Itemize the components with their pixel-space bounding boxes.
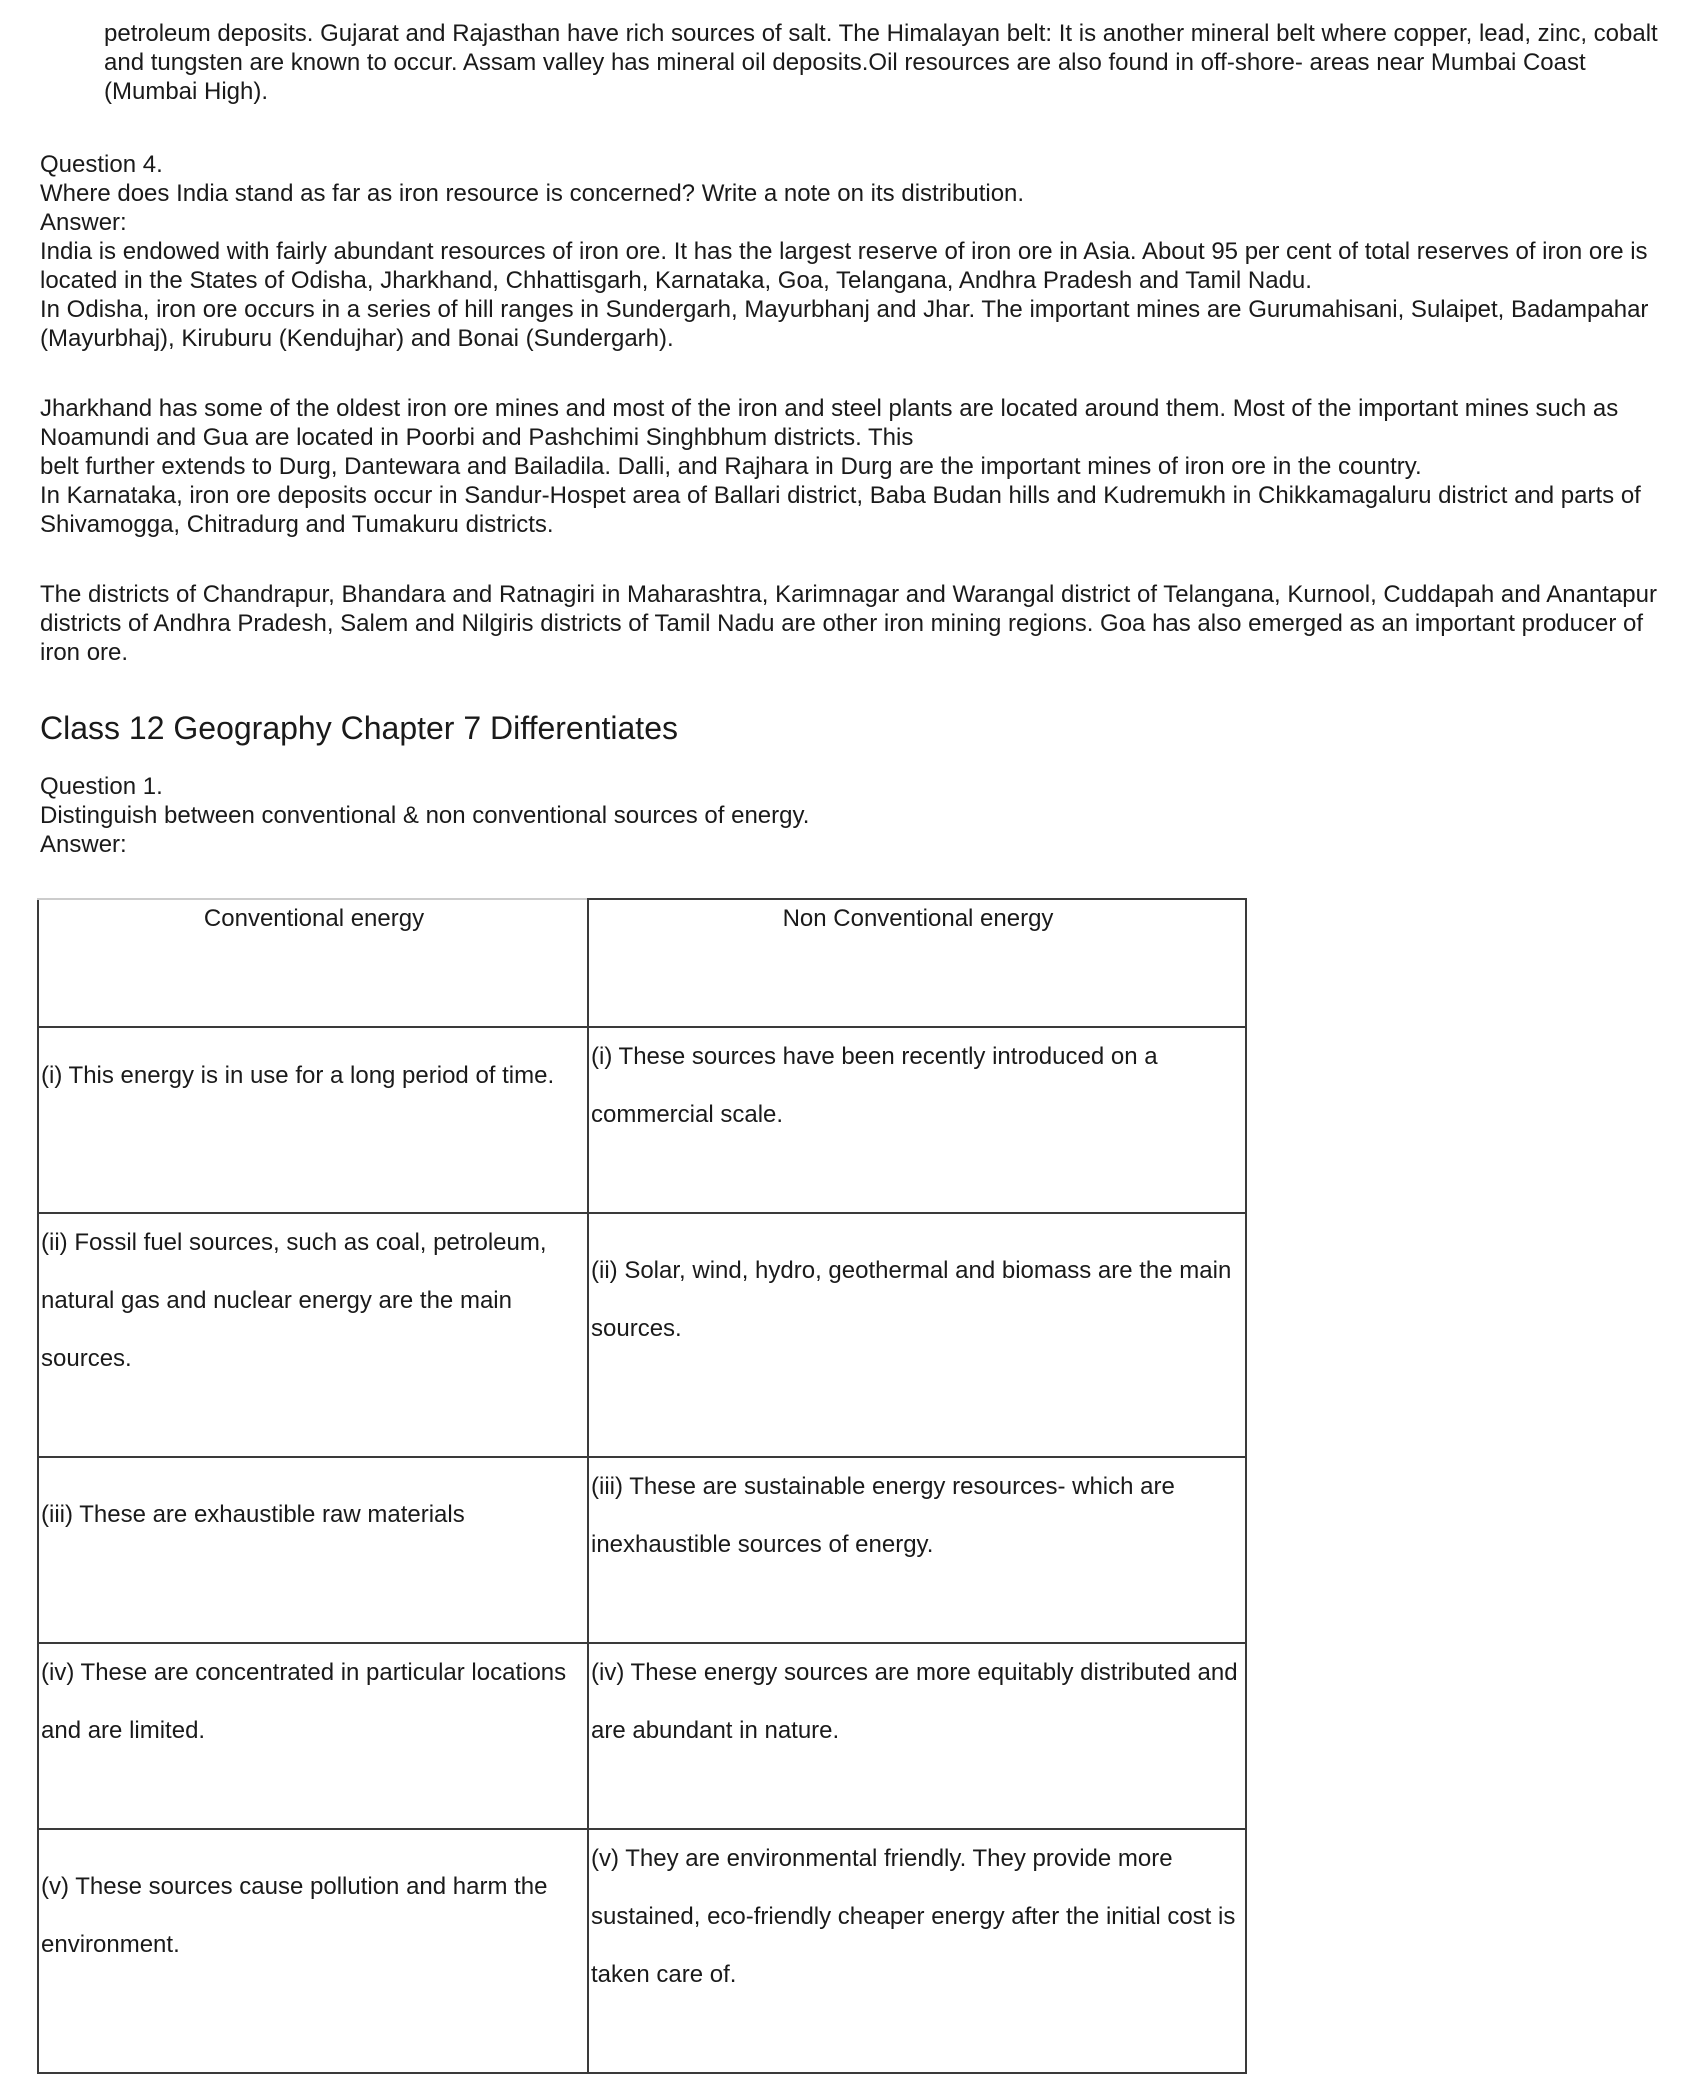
table-header-row (38, 899, 1246, 1027)
table-cell-non-conventional (588, 1027, 1246, 1213)
table-header-non-conventional: Non Conventional energy (588, 899, 1246, 1027)
intro-paragraph: petroleum deposits. Gujarat and Rajasthan have rich sources of salt. The Himalayan belt: It is another mineral belt where copper, lead, zinc, cobalt and tungsten are known to occur. Assam valley has mineral oil deposits.Oil resources are also found in off-shore- areas near Mumbai Coast (Mumbai High). (104, 20, 1658, 105)
cell-text: (i) This energy is in use for a long period of time. (41, 1062, 555, 1089)
question-1-block (40, 772, 1670, 859)
question-4-answer-paragraph-1: India is endowed with fairly abundant resources of iron ore. It has the largest reserve of iron ore in Asia. About 95 per cent of total reserves of iron ore is located in the States of Odisha, Jharkhand, Chhattisgarh, Karnataka, Goa, Telangana, Andhra Pradesh and Tamil Nadu. (40, 238, 1648, 294)
cell-text: (iv) These energy sources are more equitably distributed and are abundant in nature. (591, 1659, 1238, 1744)
cell-text: (v) They are environmental friendly. They provide more sustained, eco-friendly cheaper energy after the initial cost is taken care of. (591, 1845, 1236, 1988)
table-header-conventional: Conventional energy (38, 899, 588, 1027)
table-row (38, 1457, 1246, 1643)
question-1-label: Question 1. (40, 773, 163, 800)
table-cell-non-conventional (588, 1457, 1246, 1643)
table-cell-conventional (38, 1829, 588, 2073)
cell-text: (iii) These are exhaustible raw materials (41, 1501, 465, 1528)
table-cell-conventional (38, 1027, 588, 1213)
jharkhand-paragraph-2: belt further extends to Durg, Dantewara and Bailadila. Dalli, and Rajhara in Durg are the important mines of iron ore in the country. (40, 453, 1422, 480)
table-cell-non-conventional (588, 1643, 1246, 1829)
cell-text: (v) These sources cause pollution and harm the environment. (41, 1873, 548, 1958)
table-row (38, 1027, 1246, 1213)
cell-text: (i) These sources have been recently introduced on a commercial scale. (591, 1043, 1158, 1128)
karnataka-paragraph: In Karnataka, iron ore deposits occur in Sandur-Hospet area of Ballari district, Baba Budan hills and Kudremukh in Chikkamagaluru district and parts of Shivamogga, Chitradurg and Tumakuru districts. (40, 482, 1641, 538)
question-4-block (40, 150, 1670, 353)
question-4-label: Question 4. (40, 151, 163, 178)
question-1-answer-label: Answer: (40, 831, 127, 858)
section-title: Class 12 Geography Chapter 7 Differentiates (40, 710, 678, 746)
table-row (38, 1213, 1246, 1457)
question-4-answer-paragraph-2: In Odisha, iron ore occurs in a series of hill ranges in Sundergarh, Mayurbhanj and Jhar. The important mines are Gurumahisani, Sulaipet, Badampahar (Mayurbhaj), Kiruburu (Kendujhar) and Bonai (Sundergarh). (40, 296, 1649, 352)
jharkhand-paragraph-1: Jharkhand has some of the oldest iron ore mines and most of the iron and steel plants are located around them. Most of the important mines such as Noamundi and Gua are located in Poorbi and Pashchimi Singhbhum districts. This (40, 395, 1619, 451)
table-row (38, 1829, 1246, 2073)
table-cell-conventional (38, 1213, 588, 1457)
cell-text: (ii) Solar, wind, hydro, geothermal and biomass are the main sources. (591, 1257, 1232, 1342)
cell-text: (ii) Fossil fuel sources, such as coal, petroleum, natural gas and nuclear energy are the main sources. (41, 1229, 547, 1372)
question-4-text: Where does India stand as far as iron resource is concerned? Write a note on its distribution. (40, 180, 1025, 207)
table-cell-conventional (38, 1643, 588, 1829)
energy-comparison-table (37, 898, 1247, 2074)
table-cell-conventional (38, 1457, 588, 1643)
question-4-answer-label: Answer: (40, 209, 127, 236)
jharkhand-block (40, 394, 1670, 539)
cell-text: (iii) These are sustainable energy resources- which are inexhaustible sources of energy. (591, 1473, 1175, 1558)
districts-paragraph: The districts of Chandrapur, Bhandara and Ratnagiri in Maharashtra, Karimnagar and Warangal district of Telangana, Kurnool, Cuddapah and Anantapur districts of Andhra Pradesh, Salem and Nilgiris districts of Tamil Nadu are other iron mining regions. Goa has also emerged as an important producer of iron ore. (40, 581, 1657, 666)
question-1-text: Distinguish between conventional & non conventional sources of energy. (40, 802, 810, 829)
cell-text: (iv) These are concentrated in particular locations and are limited. (41, 1659, 567, 1744)
table-row (38, 1643, 1246, 1829)
table-cell-non-conventional (588, 1829, 1246, 2073)
table-cell-non-conventional (588, 1213, 1246, 1457)
